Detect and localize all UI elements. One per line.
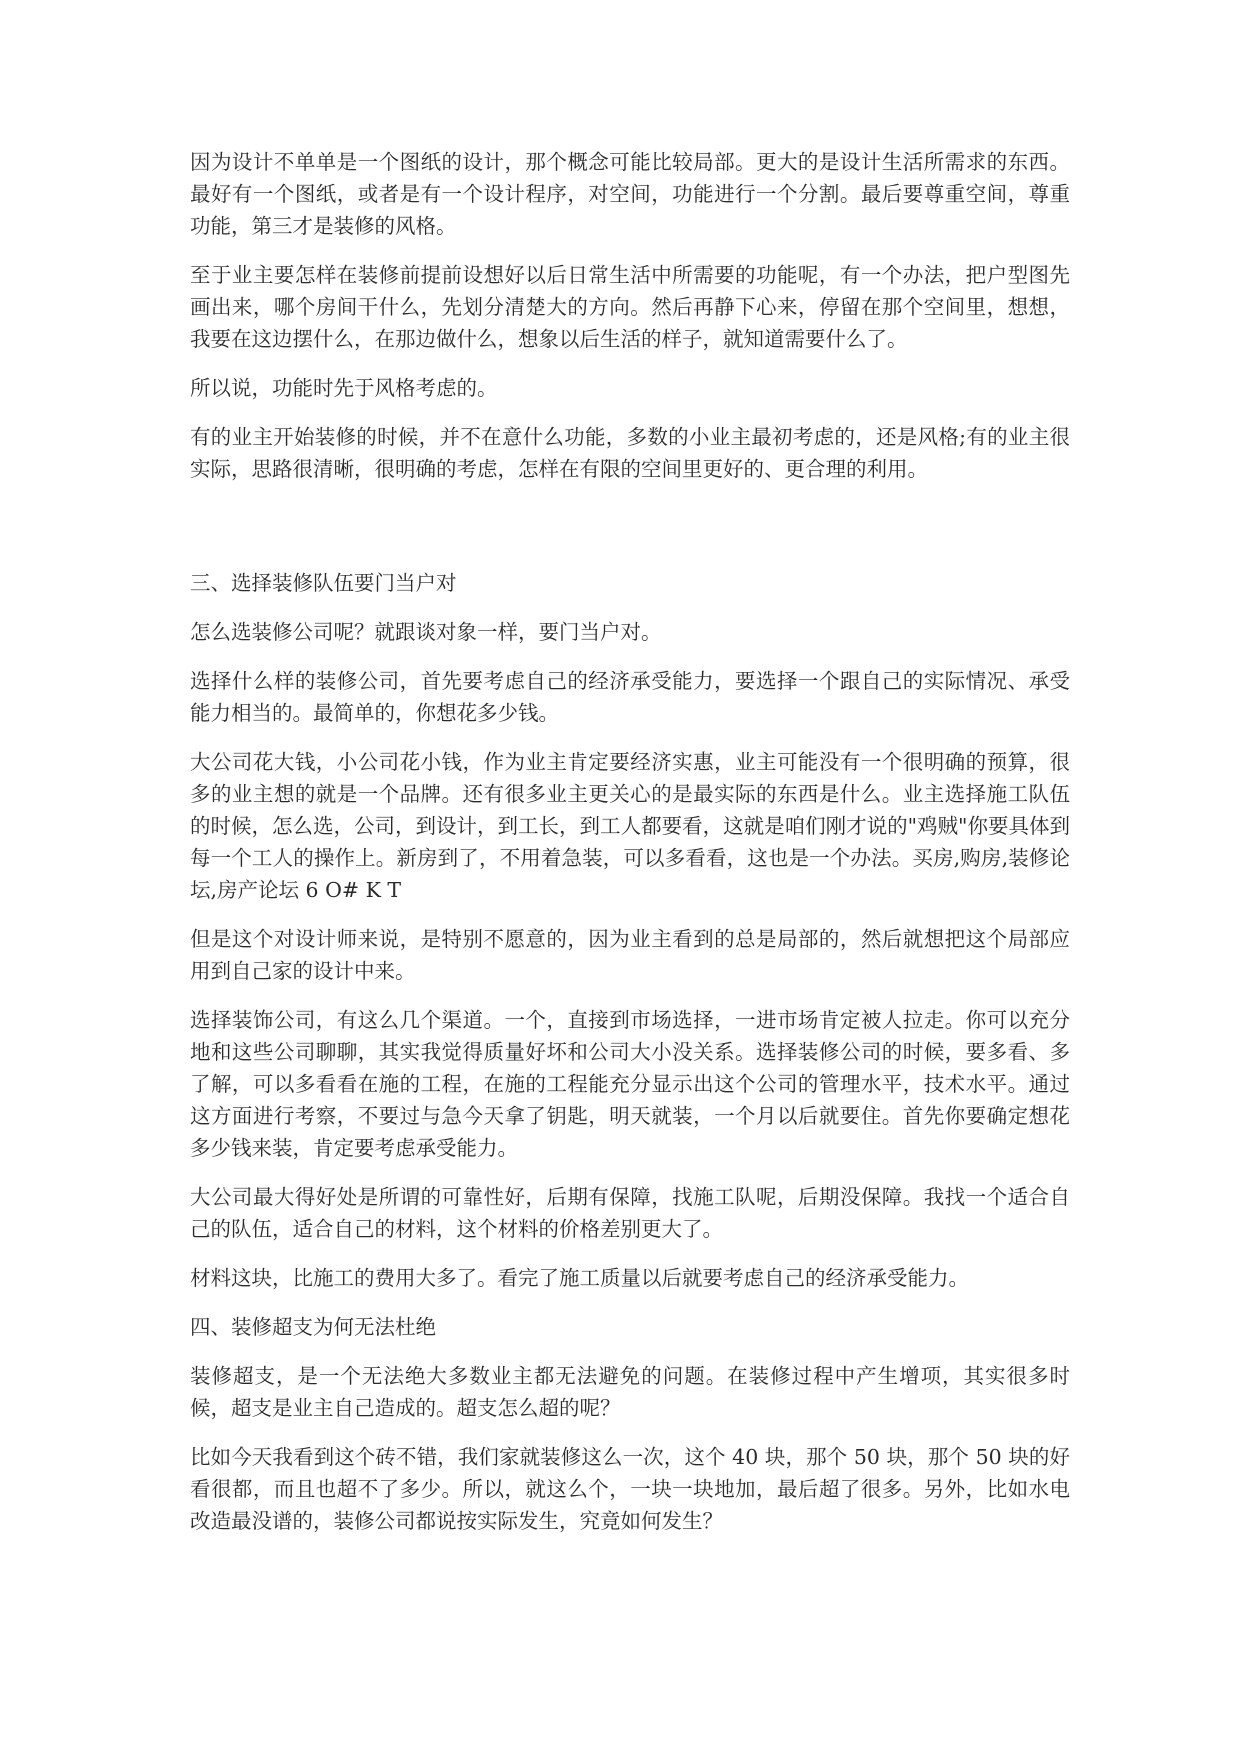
paragraph-budget-first: 选择什么样的装修公司，首先要考虑自己的经济承受能力，要选择一个跟自己的实际情况、承受能力相当的。最简单的，你想花多少钱。 bbox=[190, 669, 1070, 725]
paragraph-plan-functions: 至于业主要怎样在装修前提前设想好以后日常生活中所需要的功能呢，有一个办法，把户型图先画出来，哪个房间干什么，先划分清楚大的方向。然后再静下心来，停留在那个空间里，想想，我要在这边摆什么，在那边做什么，想象以后生活的样子，就知道需要什么了。 bbox=[190, 263, 1070, 351]
paragraph-material-cost: 材料这块，比施工的费用大多了。看完了施工质量以后就要考虑自己的经济承受能力。 bbox=[190, 1266, 969, 1290]
paragraph-function-first: 所以说，功能时先于风格考虑的。 bbox=[190, 376, 498, 400]
paragraph-choose-company: 怎么选装修公司呢？就跟谈对象一样，要门当户对。 bbox=[190, 620, 662, 644]
paragraph-overspend: 装修超支，是一个无法绝大多数业主都无法避免的问题。在装修过程中产生增项，其实很多时候，超支是业主自己造成的。超支怎么超的呢？ bbox=[190, 1364, 1070, 1420]
paragraph-big-vs-small: 大公司花大钱，小公司花小钱，作为业主肯定要经济实惠，业主可能没有一个很明确的预算，很多的业主想的就是一个品牌。还有很多业主更关心的是最实际的东西是什么。业主选择施工队伍的时候，怎么选，公司，到设计，到工长，到工人都要看，这就是咱们刚才说的"鸡贼"你要具体到每一个工人的操作上。新房到了，不用着急装，可以多看看，这也是一个办法。买房,购房,装修论坛,房产论坛 6 O# K T bbox=[190, 750, 1070, 902]
paragraph-channels: 选择装饰公司，有这么几个渠道。一个，直接到市场选择，一进市场肯定被人拉走。你可以充分地和这些公司聊聊，其实我觉得质量好坏和公司大小没关系。选择装修公司的时候，要多看、多了解，可以多看看在施的工程，在施的工程能充分显示出这个公司的管理水平，技术水平。通过这方面进行考察，不要过与急今天拿了钥匙，明天就装，一个月以后就要住。首先你要确定想花多少钱来装，肯定要考虑承受能力。 bbox=[190, 1008, 1070, 1160]
paragraph-design-concept: 因为设计不单单是一个图纸的设计，那个概念可能比较局部。更大的是设计生活所需求的东西。最好有一个图纸，或者是有一个设计程序，对空间，功能进行一个分割。最后要尊重空间，尊重功能，第三才是装修的风格。 bbox=[190, 150, 1070, 238]
paragraph-owner-types: 有的业主开始装修的时候，并不在意什么功能，多数的小业主最初考虑的，还是风格;有的业主很实际，思路很清晰，很明确的考虑，怎样在有限的空间里更好的、更合理的利用。 bbox=[190, 425, 1070, 481]
section-heading-3: 三、选择装修队伍要门当户对 bbox=[190, 571, 457, 595]
paragraph-designer-view: 但是这个对设计师来说，是特别不愿意的，因为业主看到的总是局部的，然后就想把这个局部应用到自己家的设计中来。 bbox=[190, 927, 1070, 983]
paragraph-reliability: 大公司最大得好处是所谓的可靠性好，后期有保障，找施工队呢，后期没保障。我找一个适合自己的队伍，适合自己的材料，这个材料的价格差别更大了。 bbox=[190, 1185, 1070, 1241]
section-heading-4: 四、装修超支为何无法杜绝 bbox=[190, 1315, 436, 1339]
paragraph-overspend-example: 比如今天我看到这个砖不错，我们家就装修这么一次，这个 40 块，那个 50 块，那个 50 块的好看很都，而且也超不了多少。所以，就这么个，一块一块地加，最后超了很多。另外，比如水电改造最没谱的，装修公司都说按实际发生，究竟如何发生？ bbox=[190, 1445, 1070, 1533]
document-body bbox=[190, 146, 1070, 1554]
